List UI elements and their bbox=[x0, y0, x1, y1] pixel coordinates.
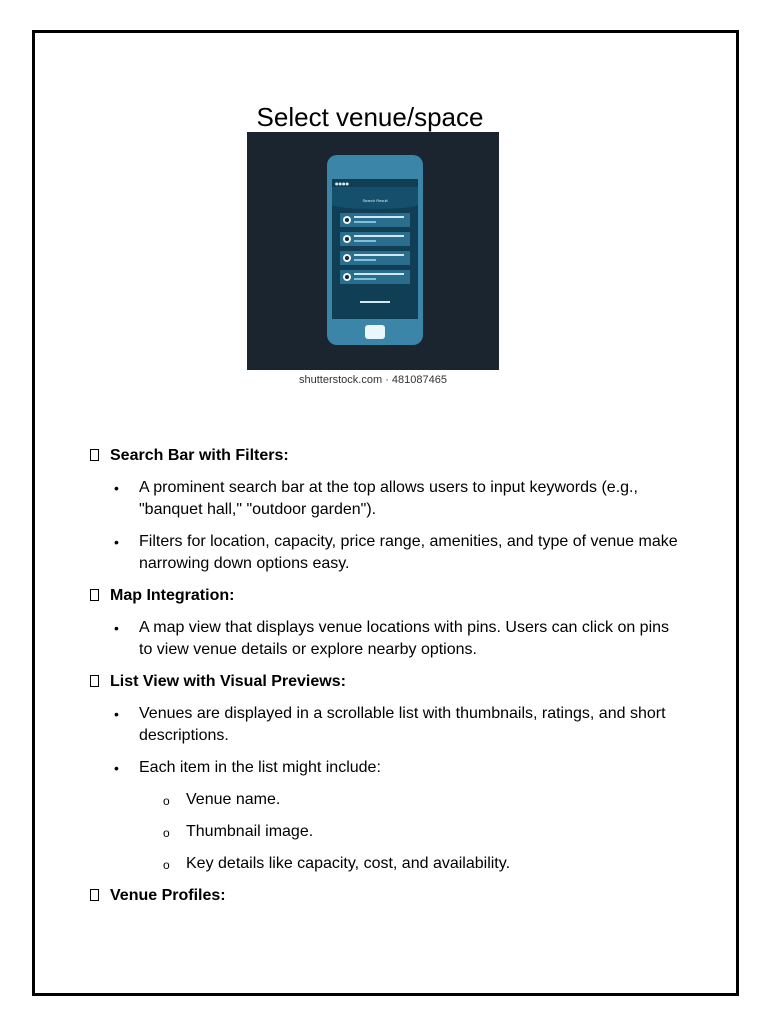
result-text bbox=[354, 235, 404, 237]
sub-bullet-item: o Key details like capacity, cost, and availability. bbox=[139, 853, 680, 875]
missing-glyph-icon bbox=[90, 889, 99, 901]
section-heading bbox=[90, 671, 680, 693]
result-row bbox=[340, 251, 410, 265]
result-row bbox=[340, 213, 410, 227]
sub-bullet-item: o Venue name. bbox=[139, 789, 680, 811]
bullet-item-text: Each item in the list might include: bbox=[139, 759, 381, 776]
avatar-icon bbox=[343, 235, 351, 243]
section-heading-text: Search Bar with Filters: bbox=[110, 447, 289, 464]
section-heading-text: Map Integration: bbox=[110, 587, 235, 604]
missing-glyph-icon bbox=[90, 449, 99, 461]
section-heading-text: Venue Profiles: bbox=[110, 887, 226, 904]
result-text bbox=[354, 254, 404, 256]
section-heading bbox=[90, 885, 680, 907]
sub-bullet-item: o Thumbnail image. bbox=[139, 821, 680, 843]
result-row bbox=[340, 270, 410, 284]
missing-glyph-icon bbox=[90, 675, 99, 687]
result-subtext bbox=[354, 240, 376, 242]
bullet-list bbox=[90, 477, 680, 575]
bullet-item bbox=[90, 757, 680, 875]
bullet-item: • A map view that displays venue locations with pins. Users can click on pins to view venue details or explore nearby options. bbox=[90, 617, 680, 661]
bullet-item: • A prominent search bar at the top allows users to input keywords (e.g., "banquet hall," "outdoor garden"). bbox=[90, 477, 680, 521]
image-caption: shutterstock.com · 481087465 bbox=[299, 374, 447, 386]
screen-title: Search Result bbox=[362, 198, 388, 203]
screen-footer bbox=[332, 301, 418, 305]
document-body bbox=[90, 445, 680, 917]
result-row bbox=[340, 232, 410, 246]
home-button-icon bbox=[365, 325, 385, 339]
status-bar-icon: ●●●● bbox=[335, 181, 349, 186]
page-title: Select venue/space bbox=[256, 102, 484, 133]
section-heading bbox=[90, 585, 680, 607]
bullet-list bbox=[90, 617, 680, 661]
avatar-icon bbox=[343, 273, 351, 281]
section-heading-text: List View with Visual Previews: bbox=[110, 673, 346, 690]
result-subtext bbox=[354, 259, 376, 261]
phone-body bbox=[327, 155, 423, 345]
phone-screen bbox=[332, 179, 418, 319]
phone-mockup-image bbox=[247, 132, 499, 370]
avatar-icon bbox=[343, 254, 351, 262]
result-subtext bbox=[354, 278, 376, 280]
missing-glyph-icon bbox=[90, 589, 99, 601]
bullet-list bbox=[90, 703, 680, 875]
avatar-icon bbox=[343, 216, 351, 224]
result-subtext bbox=[354, 221, 376, 223]
result-text bbox=[354, 273, 404, 275]
sub-bullet-list bbox=[139, 789, 680, 875]
bullet-item: • Filters for location, capacity, price range, amenities, and type of venue make narrowing down options easy. bbox=[90, 531, 680, 575]
bullet-item: • Venues are displayed in a scrollable list with thumbnails, ratings, and short descriptions. bbox=[90, 703, 680, 747]
section-heading bbox=[90, 445, 680, 467]
result-text bbox=[354, 216, 404, 218]
